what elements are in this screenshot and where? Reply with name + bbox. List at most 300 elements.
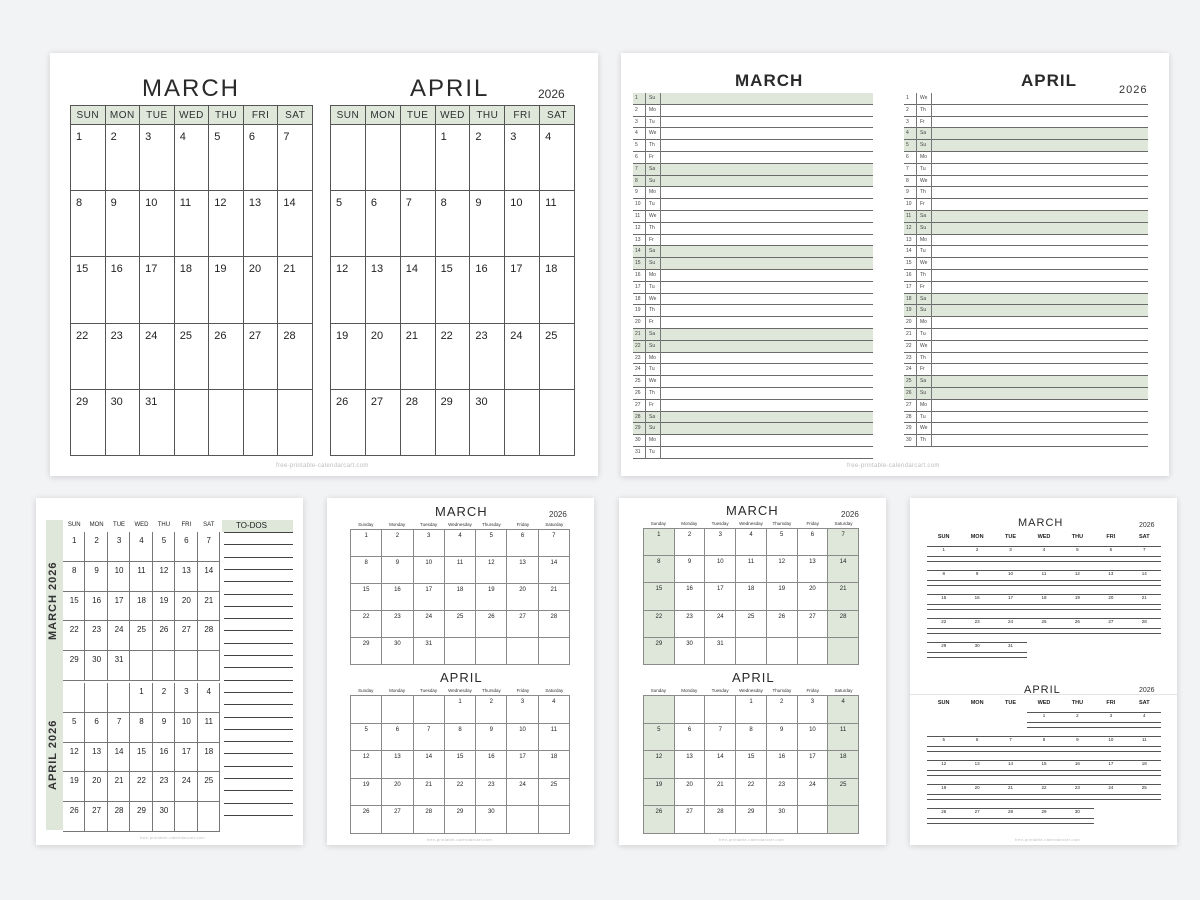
day-row <box>633 258 873 270</box>
day-row <box>633 294 873 306</box>
weekday-abbr: Th <box>920 354 926 361</box>
year-label: 2026 <box>1139 522 1155 529</box>
day-cell <box>366 191 401 257</box>
weekday-label: MON <box>89 522 104 528</box>
footer-url: free-printable-calendarcart.com <box>719 837 784 842</box>
day-cell <box>85 532 107 562</box>
footer-url: free-printable-calendarcart.com <box>140 835 205 840</box>
day-number: 17 <box>181 746 191 756</box>
day-cell <box>644 724 675 752</box>
day-cell <box>85 713 107 743</box>
sheet-lined <box>910 498 1177 845</box>
weekday-header: SUN <box>71 106 106 125</box>
day-cell <box>539 696 570 724</box>
day-cell <box>436 125 471 191</box>
day-number: 22 <box>69 625 79 635</box>
row-divider <box>931 128 932 140</box>
row-divider <box>660 305 661 317</box>
day-number: 30 <box>635 437 641 444</box>
day-number: 9 <box>1061 737 1094 742</box>
row-divider <box>660 435 661 447</box>
day-number: 15 <box>456 754 464 761</box>
weekday-abbr: Tu <box>920 165 926 172</box>
april-title: APRIL <box>732 670 775 685</box>
day-cell <box>736 529 767 556</box>
row-divider <box>645 400 646 412</box>
day-row <box>904 235 1148 247</box>
day-number: 7 <box>427 726 431 733</box>
day-cell <box>736 611 767 638</box>
day-cell <box>675 751 706 779</box>
row-divider <box>931 187 932 199</box>
day-number: 24 <box>425 614 433 620</box>
day-number: 21 <box>405 329 418 342</box>
day-number: 6 <box>370 197 377 210</box>
day-cell <box>539 779 570 807</box>
weekday-abbr: We <box>649 130 657 137</box>
row-divider <box>660 223 661 235</box>
day-number: 12 <box>487 560 495 566</box>
weekday-abbr: Mo <box>920 154 927 160</box>
day-number: 1 <box>657 532 661 538</box>
day-number: 5 <box>336 197 343 210</box>
day-number: 12 <box>362 754 370 761</box>
day-number: 14 <box>425 754 433 761</box>
day-cell <box>828 611 859 638</box>
day-cell <box>798 751 829 779</box>
day-number: 8 <box>635 177 638 184</box>
day-number: 24 <box>181 776 191 786</box>
day-number: 15 <box>69 595 79 605</box>
todo-line <box>224 717 293 718</box>
day-cell <box>366 390 401 456</box>
day-cell <box>244 390 279 456</box>
day-number: 10 <box>716 559 724 566</box>
day-cell <box>414 557 445 584</box>
weekday-abbr: Fr <box>920 201 925 208</box>
day-number: 28 <box>994 809 1027 814</box>
day-cell <box>644 751 675 779</box>
day-cell <box>85 651 107 681</box>
weekday-label: MON <box>970 534 984 540</box>
row-divider <box>931 423 932 435</box>
weekday-header: THU <box>209 106 244 125</box>
day-cell <box>828 806 859 834</box>
row-divider <box>916 400 917 412</box>
day-cell <box>705 779 736 807</box>
weekday-header: FRI <box>244 106 279 125</box>
weekday-label: Saturday <box>834 521 853 526</box>
day-number: 30 <box>159 806 169 816</box>
day-number: 16 <box>487 754 495 761</box>
day-cell <box>175 562 197 592</box>
day-cell <box>63 683 85 713</box>
row-divider <box>645 317 646 329</box>
day-row <box>633 128 873 140</box>
day-number: 13 <box>809 559 816 566</box>
day-cell <box>505 390 540 456</box>
day-number: 16 <box>635 272 641 278</box>
day-cell <box>401 125 436 191</box>
day-row <box>633 435 873 447</box>
day-cell <box>470 125 505 191</box>
day-row <box>904 423 1148 435</box>
day-row <box>633 105 873 117</box>
day-cell <box>476 584 507 611</box>
weekday-label: TUE <box>1005 700 1017 706</box>
day-number: 28 <box>405 395 418 408</box>
day-number: 22 <box>747 781 755 788</box>
day-number: 19 <box>927 785 960 790</box>
april-calendar-grid <box>330 105 575 456</box>
day-cell <box>401 257 436 323</box>
day-number: 27 <box>635 401 641 408</box>
day-cell <box>436 390 471 456</box>
todos-label: TO-DOS <box>236 521 267 530</box>
row-divider <box>660 140 661 152</box>
day-cell <box>445 611 476 638</box>
day-number: 10 <box>994 571 1027 576</box>
day-number: 9 <box>635 189 638 196</box>
day-cell <box>675 556 706 583</box>
day-number: 3 <box>718 532 722 538</box>
day-number: 27 <box>92 806 102 816</box>
day-cell <box>382 557 413 584</box>
day-number: 8 <box>657 559 661 566</box>
weekday-abbr: Mo <box>920 401 927 408</box>
row-divider <box>916 412 917 424</box>
week-line <box>927 580 1161 581</box>
day-cell <box>414 779 445 807</box>
day-cell <box>71 324 106 390</box>
day-row <box>633 164 873 176</box>
weekday-label: Friday <box>806 688 819 693</box>
day-row <box>633 176 873 188</box>
day-number: 12 <box>635 224 641 231</box>
day-cell <box>767 751 798 779</box>
week-line <box>927 799 1161 800</box>
row-divider <box>660 258 661 270</box>
weekday-abbr: Fr <box>649 319 654 326</box>
day-number: 28 <box>1128 619 1161 624</box>
weekday-abbr: We <box>920 342 928 349</box>
week-line <box>927 609 1161 610</box>
day-cell <box>736 724 767 752</box>
day-cell <box>476 779 507 807</box>
day-cell <box>244 125 279 191</box>
day-cell <box>351 696 382 724</box>
day-number: 31 <box>145 395 158 408</box>
row-divider <box>660 235 661 247</box>
day-row <box>904 164 1148 176</box>
weekday-abbr: Tu <box>649 449 655 455</box>
day-cell <box>175 683 197 713</box>
weekday-abbr: Th <box>649 224 655 231</box>
day-number: 4 <box>635 130 638 137</box>
weekday-label: Saturday <box>545 688 564 693</box>
day-number: 30 <box>110 395 123 408</box>
day-number: 3 <box>994 547 1027 552</box>
row-divider <box>660 199 661 211</box>
day-cell <box>85 743 107 773</box>
day-number: 7 <box>552 533 556 539</box>
day-cell <box>108 592 130 622</box>
day-cell <box>198 532 220 562</box>
day-cell <box>736 751 767 779</box>
day-row <box>904 93 1148 105</box>
row-divider <box>916 164 917 176</box>
week-line <box>927 556 1161 557</box>
row-divider <box>916 294 917 306</box>
day-number: 30 <box>778 809 786 816</box>
day-number: 28 <box>425 809 433 816</box>
day-cell <box>644 611 675 638</box>
day-cell <box>705 583 736 610</box>
weekday-abbr: Fr <box>649 401 654 408</box>
day-row <box>633 447 873 459</box>
day-number: 18 <box>137 595 146 605</box>
weekday-label: Wednesday <box>448 522 472 527</box>
day-cell <box>382 611 413 638</box>
day-number: 28 <box>550 614 558 620</box>
day-number: 8 <box>927 571 960 576</box>
row-divider <box>931 388 932 400</box>
day-cell <box>198 713 220 743</box>
weekday-label: Monday <box>681 521 698 526</box>
row-divider <box>916 258 917 270</box>
day-number: 9 <box>161 716 167 726</box>
weekday-label: WED <box>134 522 149 528</box>
day-cell <box>798 556 829 583</box>
day-number: 17 <box>519 754 526 761</box>
day-number: 22 <box>1027 785 1060 790</box>
day-cell <box>675 806 706 834</box>
day-number: 28 <box>204 625 214 635</box>
day-cell <box>798 529 829 556</box>
day-number: 19 <box>1061 595 1094 600</box>
day-number: 4 <box>206 687 211 696</box>
day-cell <box>445 696 476 724</box>
day-cell <box>798 583 829 610</box>
weekday-abbr: Mo <box>649 106 656 113</box>
day-number: 6 <box>687 726 692 733</box>
day-cell <box>175 743 197 773</box>
day-number: 2 <box>110 131 117 143</box>
day-number: 20 <box>906 319 912 326</box>
day-number: 24 <box>510 329 523 342</box>
day-row <box>633 117 873 129</box>
weekday-label: Tuesday <box>420 522 438 527</box>
day-cell <box>106 125 141 191</box>
day-row <box>633 235 873 247</box>
day-cell <box>705 556 736 583</box>
day-cell <box>675 724 706 752</box>
day-number: 10 <box>906 201 912 208</box>
row-divider <box>931 164 932 176</box>
row-divider <box>645 93 646 105</box>
day-cell <box>175 191 210 257</box>
march-lined-calendar <box>927 534 1161 654</box>
day-row <box>633 364 873 376</box>
todos-lines <box>224 532 293 828</box>
weekday-abbr: Fr <box>649 236 654 243</box>
day-cell <box>63 592 85 622</box>
row-divider <box>916 270 917 282</box>
day-row <box>904 400 1148 412</box>
day-number: 7 <box>906 165 909 172</box>
day-number: 26 <box>362 809 370 816</box>
weekday-abbr: Mo <box>649 354 656 361</box>
day-number: 30 <box>394 641 401 647</box>
day-row <box>633 246 873 258</box>
day-number: 2 <box>687 532 692 538</box>
day-number: 13 <box>686 754 693 761</box>
day-number: 1 <box>749 699 753 705</box>
row-divider <box>645 128 646 140</box>
day-number: 8 <box>139 716 144 726</box>
weekday-label: Tuesday <box>711 688 729 693</box>
day-number: 12 <box>927 761 960 766</box>
april-calendar-grid <box>643 695 859 834</box>
day-number: 4 <box>1027 547 1060 552</box>
row-divider <box>931 199 932 211</box>
weekday-abbr: We <box>649 378 657 385</box>
day-number: 22 <box>635 342 641 349</box>
day-cell <box>130 743 152 773</box>
day-row <box>904 388 1148 400</box>
week-line <box>1027 722 1161 723</box>
todo-line <box>224 778 293 779</box>
day-cell <box>198 683 220 713</box>
row-divider <box>645 270 646 282</box>
day-row <box>904 223 1148 235</box>
day-cell <box>476 530 507 557</box>
row-divider <box>931 258 932 270</box>
day-cell <box>736 556 767 583</box>
day-cell <box>540 324 575 390</box>
day-cell <box>351 751 382 779</box>
day-cell <box>736 583 767 610</box>
day-cell <box>198 802 220 832</box>
day-number: 21 <box>635 331 641 337</box>
day-number: 17 <box>716 586 724 593</box>
day-cell <box>644 529 675 556</box>
day-cell <box>153 802 175 832</box>
day-number: 4 <box>458 533 462 539</box>
todo-line <box>224 741 293 742</box>
day-number: 16 <box>110 263 123 276</box>
day-number: 7 <box>841 532 845 538</box>
day-number: 25 <box>204 776 214 786</box>
day-number: 3 <box>184 687 189 696</box>
day-number: 24 <box>1094 785 1127 790</box>
day-row <box>633 400 873 412</box>
day-cell <box>209 191 244 257</box>
day-cell <box>476 696 507 724</box>
day-number: 4 <box>841 699 845 705</box>
day-cell <box>175 651 197 681</box>
row-divider <box>916 435 917 447</box>
day-number: 16 <box>394 587 401 593</box>
todo-line <box>224 704 293 705</box>
row-divider <box>931 305 932 317</box>
april-side-label: APRIL 2026 <box>47 719 59 790</box>
day-number: 10 <box>145 197 158 210</box>
day-number: 23 <box>686 613 693 620</box>
day-number: 14 <box>204 565 214 575</box>
day-number: 21 <box>114 776 124 786</box>
day-number: 15 <box>747 754 755 761</box>
april-daily-list <box>904 93 1148 447</box>
day-number: 17 <box>114 595 124 605</box>
day-row <box>633 341 873 353</box>
weekday-label: MON <box>970 700 984 706</box>
day-cell <box>476 806 507 834</box>
weekday-header: SUN <box>331 106 366 125</box>
day-cell <box>85 683 107 713</box>
day-number: 19 <box>487 587 495 593</box>
row-divider <box>660 117 661 129</box>
day-cell <box>106 257 141 323</box>
day-cell <box>175 592 197 622</box>
day-number: 12 <box>336 263 349 276</box>
weekday-label: Sunday <box>650 521 667 526</box>
day-cell <box>507 638 538 665</box>
day-number: 2 <box>395 533 400 539</box>
day-number: 27 <box>181 625 191 635</box>
day-number: 16 <box>92 595 102 605</box>
day-number: 17 <box>906 283 912 290</box>
todo-line <box>224 544 293 545</box>
day-number: 12 <box>778 559 786 566</box>
day-cell <box>153 592 175 622</box>
day-cell <box>108 802 130 832</box>
week-line <box>927 628 1161 629</box>
april-title: APRIL <box>1024 684 1061 696</box>
day-number: 11 <box>635 213 641 219</box>
day-number: 6 <box>520 533 525 539</box>
weekday-abbr: Th <box>649 390 655 396</box>
weekday-abbr: Su <box>649 177 656 184</box>
day-number: 22 <box>362 614 370 620</box>
day-number: 24 <box>635 366 641 373</box>
row-divider <box>645 364 646 376</box>
weekday-label: Saturday <box>834 688 853 693</box>
day-number: 9 <box>960 571 993 576</box>
day-number: 11 <box>840 726 847 733</box>
march-calendar-grid <box>70 105 313 456</box>
day-number: 9 <box>110 197 117 210</box>
day-cell <box>331 324 366 390</box>
day-cell <box>351 557 382 584</box>
day-number: 11 <box>550 726 557 733</box>
day-number: 19 <box>159 595 169 605</box>
week-line <box>927 657 1027 658</box>
row-divider <box>660 317 661 329</box>
day-number: 14 <box>635 248 641 255</box>
weekday-abbr: Tu <box>920 331 926 337</box>
weekday-abbr: We <box>649 295 657 302</box>
weekday-header: WED <box>175 106 210 125</box>
day-cell <box>414 584 445 611</box>
day-number: 29 <box>69 655 79 665</box>
day-cell <box>539 530 570 557</box>
day-cell <box>507 724 538 752</box>
weekday-label: Saturday <box>545 522 564 527</box>
day-number: 7 <box>283 131 290 143</box>
day-cell <box>108 683 130 713</box>
week-line <box>927 633 1161 634</box>
